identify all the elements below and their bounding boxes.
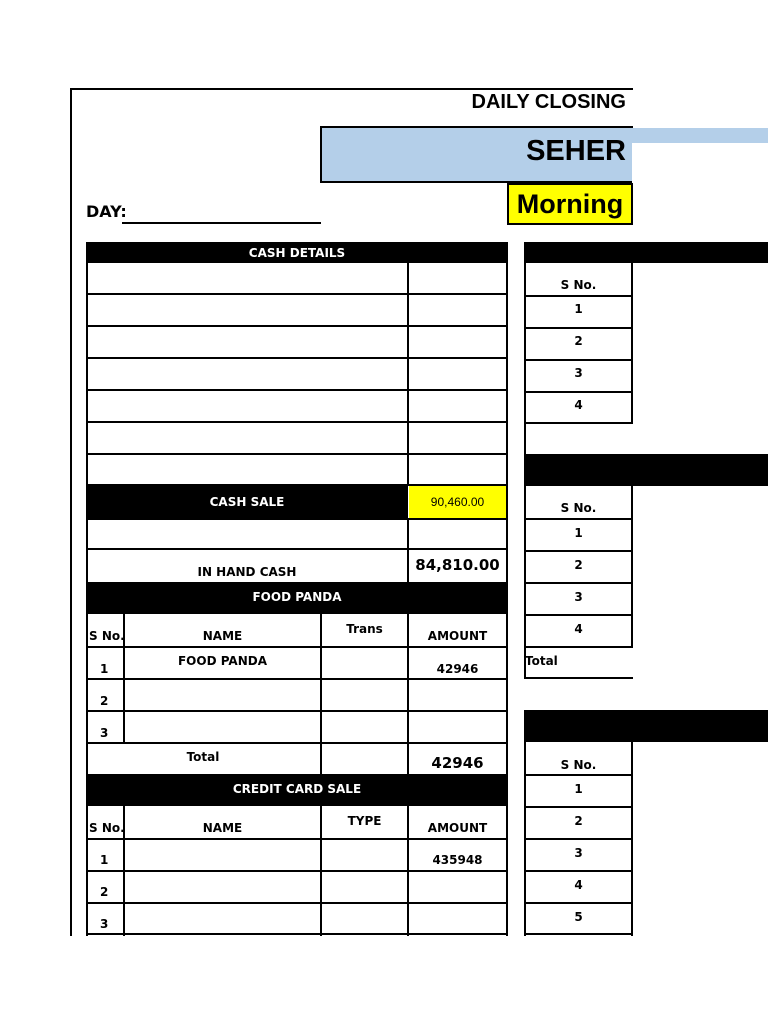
rt3-rule bbox=[524, 902, 633, 904]
sheet-left-border bbox=[70, 88, 72, 936]
rt2-rule bbox=[524, 582, 633, 584]
rt3-row: 4 bbox=[574, 878, 583, 892]
fp-header-name: NAME bbox=[202, 629, 243, 643]
cc-row-sno: 3 bbox=[100, 917, 109, 931]
cash-row[interactable] bbox=[86, 455, 508, 486]
page-title: DAILY CLOSING bbox=[471, 91, 626, 113]
fp-row-sno: 3 bbox=[100, 726, 109, 740]
fp-total-label: Total bbox=[186, 750, 220, 764]
rt1-rule bbox=[524, 359, 633, 361]
fp-row-rule bbox=[86, 678, 508, 680]
rt1-rule bbox=[524, 327, 633, 329]
day-label: DAY: bbox=[86, 202, 127, 221]
rt3-rule bbox=[524, 806, 633, 808]
cc-row-rule bbox=[86, 902, 508, 904]
cash-row[interactable] bbox=[86, 359, 508, 391]
branch-band-extension bbox=[632, 128, 768, 143]
rt1-sno-header: S No. bbox=[560, 278, 597, 292]
fp-row-rule bbox=[86, 742, 508, 744]
cash-row[interactable] bbox=[86, 423, 508, 455]
fp-header-trans: Trans bbox=[346, 622, 383, 636]
in-hand-cash-value: 84,810.00 bbox=[415, 556, 500, 574]
cc-header-amount: AMOUNT bbox=[427, 821, 488, 835]
shift-badge: Morning bbox=[507, 183, 633, 225]
cash-sale-label: CASH SALE bbox=[86, 486, 408, 518]
rt2-rule bbox=[524, 518, 633, 520]
rt2-right-border bbox=[631, 486, 633, 646]
rt3-sno-header: S No. bbox=[560, 758, 597, 772]
rt3-row: 2 bbox=[574, 814, 583, 828]
blank-row[interactable] bbox=[86, 518, 508, 550]
rt3-row: 3 bbox=[574, 846, 583, 860]
cash-row[interactable] bbox=[86, 263, 508, 295]
fp-row-sno: 1 bbox=[100, 662, 109, 676]
fp-row-sno: 2 bbox=[100, 694, 109, 708]
credit-card-header: CREDIT CARD SALE bbox=[86, 774, 508, 806]
cash-row[interactable] bbox=[86, 295, 508, 327]
rt2-sno-header: S No. bbox=[560, 501, 597, 515]
rt2-row: 2 bbox=[574, 558, 583, 572]
in-hand-cash-label: IN HAND CASH bbox=[197, 565, 297, 579]
sheet-top-border bbox=[70, 88, 633, 90]
rt3-rule bbox=[524, 774, 633, 776]
day-input-line[interactable] bbox=[122, 202, 321, 224]
cash-col-divider bbox=[407, 263, 409, 486]
branch-band-mask bbox=[632, 143, 768, 185]
rt3-rule bbox=[524, 838, 633, 840]
rt1-row: 4 bbox=[574, 398, 583, 412]
cc-row-rule bbox=[86, 870, 508, 872]
cc-header-type: TYPE bbox=[347, 814, 382, 828]
cc-row-rule bbox=[86, 933, 508, 935]
rt3-rule bbox=[524, 870, 633, 872]
rt2-row: 1 bbox=[574, 526, 583, 540]
right-table-3-header bbox=[524, 710, 768, 742]
cc-row-sno: 2 bbox=[100, 885, 109, 899]
fp-header-amount: AMOUNT bbox=[427, 629, 488, 643]
rt2-rule bbox=[524, 646, 633, 648]
rt3-rule bbox=[524, 933, 633, 935]
fp-row-amount[interactable]: 42946 bbox=[436, 662, 479, 676]
branch-name: SEHER bbox=[526, 135, 626, 167]
fp-header-rule bbox=[86, 646, 508, 648]
rt2-row: 3 bbox=[574, 590, 583, 604]
cc-header-name: NAME bbox=[202, 821, 243, 835]
fp-row-rule bbox=[86, 710, 508, 712]
right-table-2-header bbox=[524, 454, 768, 486]
rt2-rule bbox=[524, 614, 633, 616]
cc-header-rule bbox=[86, 838, 508, 840]
rt1-row: 2 bbox=[574, 334, 583, 348]
cc-row-sno: 1 bbox=[100, 853, 109, 867]
rt1-row: 1 bbox=[574, 302, 583, 316]
rt2-row: 4 bbox=[574, 622, 583, 636]
cc-row-amount[interactable]: 435948 bbox=[432, 853, 483, 867]
rt2-rule bbox=[524, 550, 633, 552]
rt1-row: 3 bbox=[574, 366, 583, 380]
cash-sale-value: 90,460.00 bbox=[409, 486, 506, 518]
fp-col-divider-2 bbox=[320, 614, 322, 776]
cash-row[interactable] bbox=[86, 391, 508, 423]
cash-row[interactable] bbox=[86, 327, 508, 359]
rt1-rule bbox=[524, 391, 633, 393]
right-table-1-header bbox=[524, 242, 768, 263]
rt3-row: 1 bbox=[574, 782, 583, 796]
food-panda-header: FOOD PANDA bbox=[86, 582, 508, 614]
rt1-rule bbox=[524, 422, 633, 424]
rt2-total-label: Total bbox=[525, 654, 558, 668]
rt2-rule bbox=[524, 677, 633, 679]
cash-details-header: CASH DETAILS bbox=[86, 242, 508, 263]
rt3-row: 5 bbox=[574, 910, 583, 924]
fp-header-sno: S No. bbox=[89, 629, 125, 643]
cc-header-sno: S No. bbox=[89, 821, 125, 835]
fp-row-name[interactable]: FOOD PANDA bbox=[177, 654, 267, 668]
fp-total-value: 42946 bbox=[431, 754, 484, 772]
rt1-right-border bbox=[631, 263, 633, 423]
rt1-rule bbox=[524, 295, 633, 297]
